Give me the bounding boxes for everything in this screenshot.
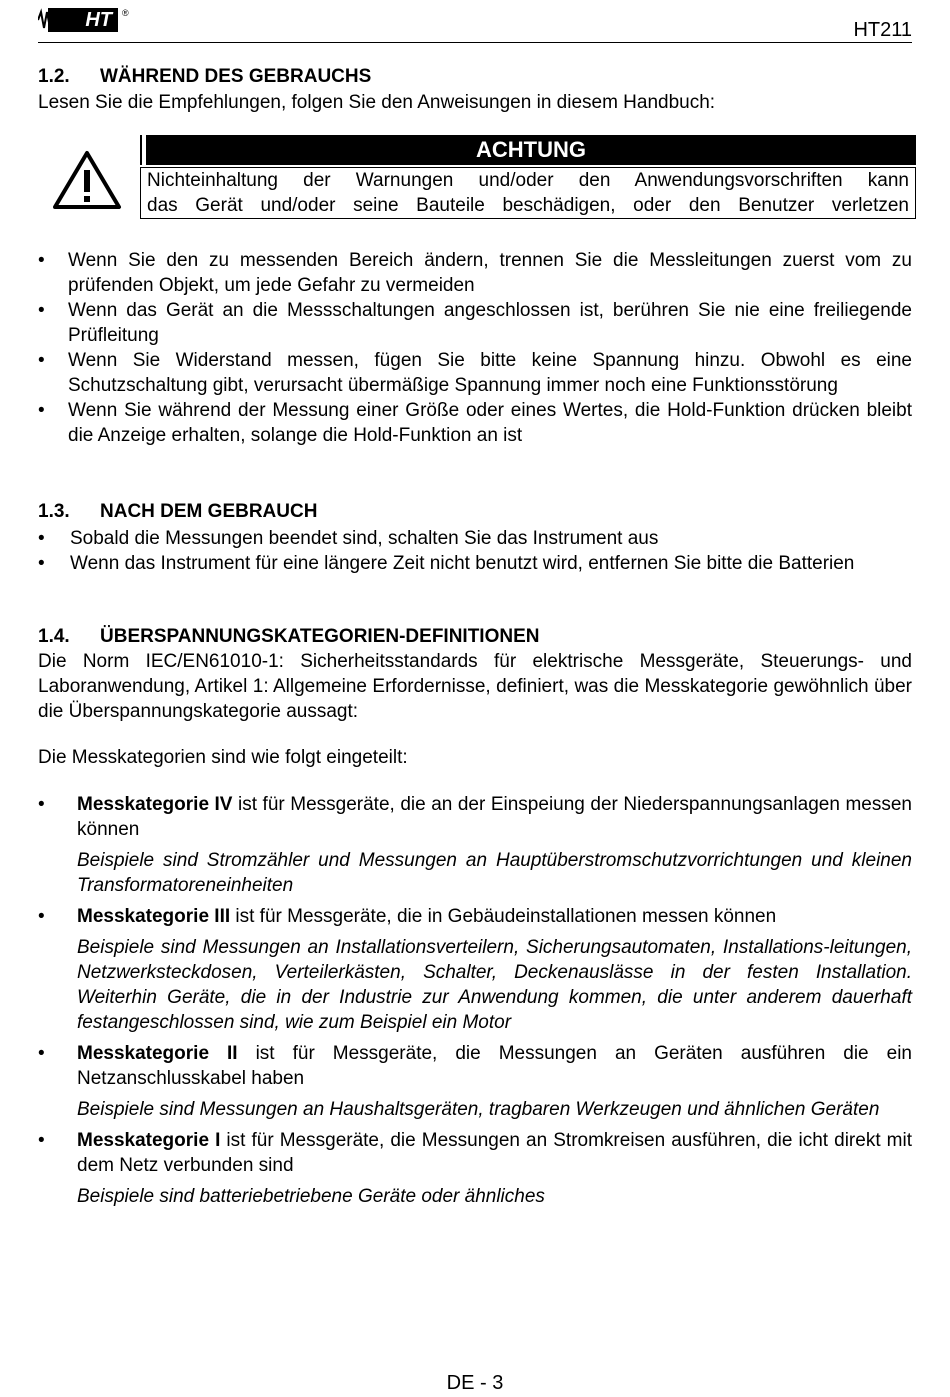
logo-text: HT [48,8,118,32]
category-item: • Messkategorie III ist für Messgeräte, die in Gebäudeinstallationen messen können Beispiele sind Messungen an Installationsverteilern, Sicherungsautomaten, Installations-leitungen, Netzwerksteckdosen, Verteilerkästen, Schalter, Deckenauslässe in der festen Installation. Weiterhin Geräte, die in der Industrie zur Anwendung kommen, die unter anderem dauerhaft festangeschlossen sind, wie zum Beispiel ein Motor [38,904,912,1035]
registered-mark: ® [122,8,129,18]
category-item: • Messkategorie I ist für Messgeräte, die Messungen an Stromkreisen ausführen, die icht direkt mit dem Netz verbunden sind Beispiele sind batteriebetriebene Geräte oder ähnliches [38,1128,912,1209]
section-heading-1-3: 1.3. NACH DEM GEBRAUCH [38,501,318,522]
after-use-bullet-list [38,526,912,576]
section-heading-1-4: 1.4. ÜBERSPANNUNGSKATEGORIEN-DEFINITIONEN [38,626,540,647]
warning-title: ACHTUNG [146,135,916,165]
warning-box [140,135,916,219]
list-item: • Wenn das Instrument für eine längere Zeit nicht benutzt wird, entfernen Sie bitte die Batterien [38,551,912,576]
warning-triangle-icon [52,150,122,210]
category-example: Beispiele sind Messungen an Installationsverteilern, Sicherungsautomaten, Installations-leitungen, Netzwerksteckdosen, Verteilerkästen, Schalter, Deckenauslässe in der festen Installation. Weiterhin Geräte, die in der Industrie zur Anwendung kommen, die unter anderem dauerhaft festangeschlossen sind, wie zum Beispiel ein Motor [77,937,912,1033]
model-name: HT211 [853,19,912,41]
usage-bullet-list [38,248,912,448]
section-heading-1-2: 1.2. WÄHREND DES GEBRAUCHS [38,66,372,87]
category-example: Beispiele sind Messungen an Haushaltsgeräten, tragbaren Werkzeugen und ähnlichen Geräten [77,1099,880,1120]
category-name: Messkategorie III [77,906,231,927]
ht-logo [38,8,138,36]
categories-intro: Die Messkategorien sind wie folgt eingeteilt: [38,747,408,768]
category-item: • Messkategorie II ist für Messgeräte, die Messungen an Geräten ausführen die ein Netzanschlusskabel haben Beispiele sind Messungen an Haushaltsgeräten, tragbaren Werkzeugen und ähnlichen Geräten [38,1041,912,1122]
category-name: Messkategorie II [77,1043,238,1064]
warning-text: Nichteinhaltung der Warnungen und/oder den Anwendungsvorschriften kann das Gerät und/oder seine Bauteile beschädigen, oder den Benutzer verletzen [140,167,916,219]
page-number: DE - 3 [446,1372,504,1394]
category-item: • Messkategorie IV ist für Messgeräte, die an der Einspeiung der Niederspannungsanlagen messen können Beispiele sind Stromzähler und Messungen an Hauptüberstromschutzvorrichtungen und kleinen Transformatoreneinheiten [38,792,912,898]
category-example: Beispiele sind Stromzähler und Messungen an Hauptüberstromschutzvorrichtungen und kleinen Transformatoreneinheiten [77,850,912,896]
category-name: Messkategorie I [77,1130,221,1151]
list-item: • Wenn Sie Widerstand messen, fügen Sie bitte keine Spannung hinzu. Obwohl es eine Schutzschaltung gibt, verursacht übermäßige Spannung immer noch eine Funktionsstörung [38,348,912,398]
section-intro: Lesen Sie die Empfehlungen, folgen Sie den Anweisungen in diesem Handbuch: [38,92,716,113]
page-header [38,6,912,43]
list-item: • Wenn das Gerät an die Messschaltungen angeschlossen ist, berühren Sie nie eine freiliegende Prüfleitung [38,298,912,348]
norm-paragraph: Die Norm IEC/EN61010-1: Sicherheitsstandards für elektrische Messgeräte, Steuerungs- und Laboranwendung, Artikel 1: Allgemeine Erfordernisse, definiert, was die Messkategorie gewöhnlich über die Überspannungskategorie aussagt: [38,651,912,722]
list-item: • Sobald die Messungen beendet sind, schalten Sie das Instrument aus [38,526,912,551]
category-name: Messkategorie IV [77,794,233,815]
list-item: • Wenn Sie den zu messenden Bereich ändern, trennen Sie die Messleitungen zuerst vom zu prüfenden Objekt, um jede Gefahr zu vermeiden [38,248,912,298]
category-list [38,792,912,1215]
list-item: • Wenn Sie während der Messung einer Größe oder eines Wertes, die Hold-Funktion drücken bleibt die Anzeige erhalten, solange die Hold-Funktion an ist [38,398,912,448]
category-example: Beispiele sind batteriebetriebene Geräte oder ähnliches [77,1186,545,1207]
